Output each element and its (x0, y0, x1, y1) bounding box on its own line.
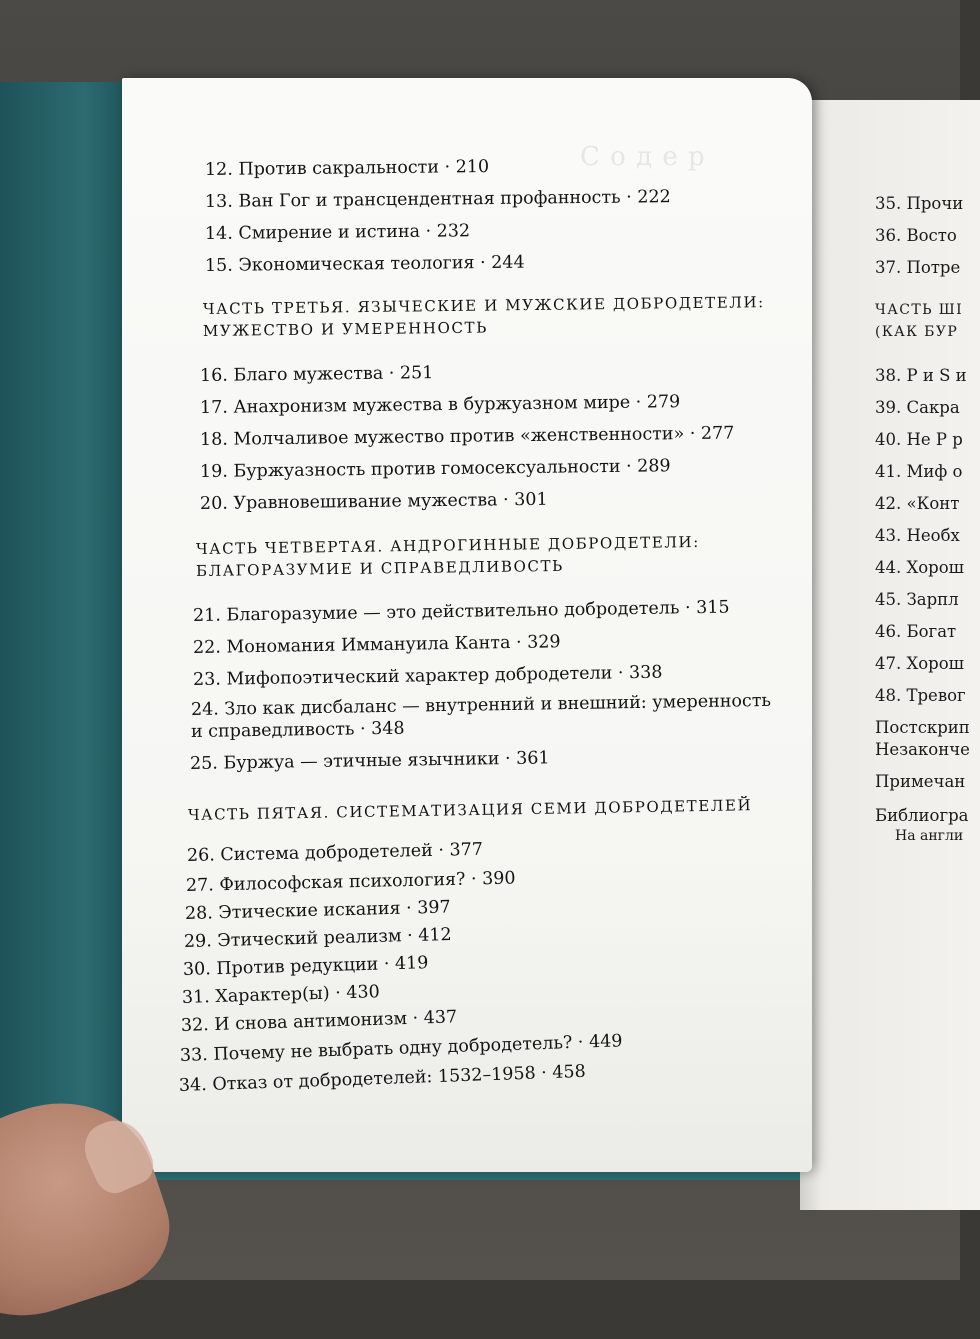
toc-entry-32: 32. И снова антимонизм · 437 (180, 1007, 458, 1036)
right-part-heading-line2: (КАК БУР (875, 324, 959, 340)
toc-entry-30: 30. Против редукции · 419 (182, 953, 429, 980)
right-entry-41: 41. Миф о (875, 462, 963, 481)
part-heading-3-line2: МУЖЕСТВО И УМЕРЕННОСТЬ (202, 318, 488, 340)
toc-entry-12: 12. Против сакральности · 210 (204, 157, 490, 180)
entry-title: Против сакральности (238, 157, 440, 180)
toc-entry-29: 29. Этический реализм · 412 (183, 924, 452, 952)
part-heading-5: ЧАСТЬ ПЯТАЯ. СИСТЕМАТИЗАЦИЯ СЕМИ ДОБРОДЕТЕЛЕЙ (187, 796, 753, 824)
right-postscript-line2: Незаконче (875, 740, 970, 759)
part-heading-3: ЧАСТЬ ТРЕТЬЯ. ЯЗЫЧЕСКИЕ И МУЖСКИЕ ДОБРОДЕТЕЛИ: (202, 293, 765, 318)
book-cover (0, 82, 140, 1182)
toc-entry-21: 21. Благоразумие — это действительно добродетель · 315 (192, 597, 730, 626)
toc-entry-23: 23. Мифопоэтический характер добродетели · 338 (192, 662, 663, 690)
toc-entry-31: 31. Характер(ы) · 430 (181, 982, 381, 1008)
toc-entry-13: 13. Ван Гог и трансцендентная профанность · 222 (204, 187, 671, 212)
toc-entry-19: 19. Буржуазность против гомосексуальности · 289 (199, 456, 671, 482)
toc-entry-27: 27. Философская психология? · 390 (185, 868, 516, 896)
part-heading-4: ЧАСТЬ ЧЕТВЕРТАЯ. АНДРОГИННЫЕ ДОБРОДЕТЕЛИ: (195, 532, 700, 558)
right-entry-47: 47. Хорош (875, 654, 965, 673)
right-postscript: Постскрип (875, 718, 970, 737)
toc-entry-33: 33. Почему не выбрать одну добродетель? · 449 (179, 1031, 623, 1066)
right-entry-40: 40. Не P р (875, 430, 963, 449)
toc-entry-14: 14. Смирение и истина · 232 (204, 221, 471, 244)
right-entry-44: 44. Хорош (875, 558, 965, 577)
toc-entry-22: 22. Мономания Иммануила Канта · 329 (192, 632, 561, 658)
entry-page: 210 (455, 157, 490, 178)
right-entry-43: 43. Необх (875, 526, 960, 545)
part-heading-4-line2: БЛАГОРАЗУМИЕ И СПРАВЕДЛИВОСТЬ (195, 556, 564, 580)
right-entry-36: 36. Восто (875, 226, 957, 245)
toc-entry-24: 24. Зло как дисбаланс — внутренний и внешний: умеренность (190, 690, 772, 720)
right-entry-48: 48. Тревог (875, 686, 966, 705)
entry-number: 12. (204, 159, 233, 180)
show-through-text: С о д е р (580, 142, 706, 172)
toc-entry-25: 25. Буржуа — этичные язычники · 361 (189, 748, 550, 774)
toc-entry-17: 17. Анахронизм мужества в буржуазном мире · 279 (199, 392, 681, 418)
toc-entry-16: 16. Благо мужества · 251 (199, 363, 434, 386)
right-entry-38: 38. P и S и (875, 366, 967, 385)
right-entry-39: 39. Сакра (875, 398, 960, 417)
toc-entry-34: 34. Отказ от добродетелей: 1532–1958 · 458 (178, 1061, 587, 1096)
toc-entry-28: 28. Этические искания · 397 (184, 897, 451, 924)
right-entry-42: 42. «Конт (875, 494, 960, 513)
right-part-heading: ЧАСТЬ ШІ (875, 302, 964, 318)
right-notes: Примечан (875, 772, 966, 791)
right-entry-45: 45. Зарпл (875, 590, 959, 609)
toc-entry-26: 26. Система добродетелей · 377 (186, 839, 484, 866)
right-entry-35: 35. Прочи (875, 194, 964, 213)
toc-entry-15: 15. Экономическая теология · 244 (204, 252, 525, 276)
right-bibliography-sub: На англи (895, 828, 964, 844)
toc-entry-20: 20. Уравновешивание мужества · 301 (199, 489, 548, 514)
toc-entry-24-line2: и справедливость · 348 (190, 718, 405, 742)
right-bibliography: Библиогра (875, 806, 969, 825)
right-entry-37: 37. Потре (875, 258, 961, 277)
right-entry-46: 46. Богат (875, 622, 957, 641)
toc-entry-18: 18. Молчаливое мужество против «женственности» · 277 (199, 423, 735, 450)
